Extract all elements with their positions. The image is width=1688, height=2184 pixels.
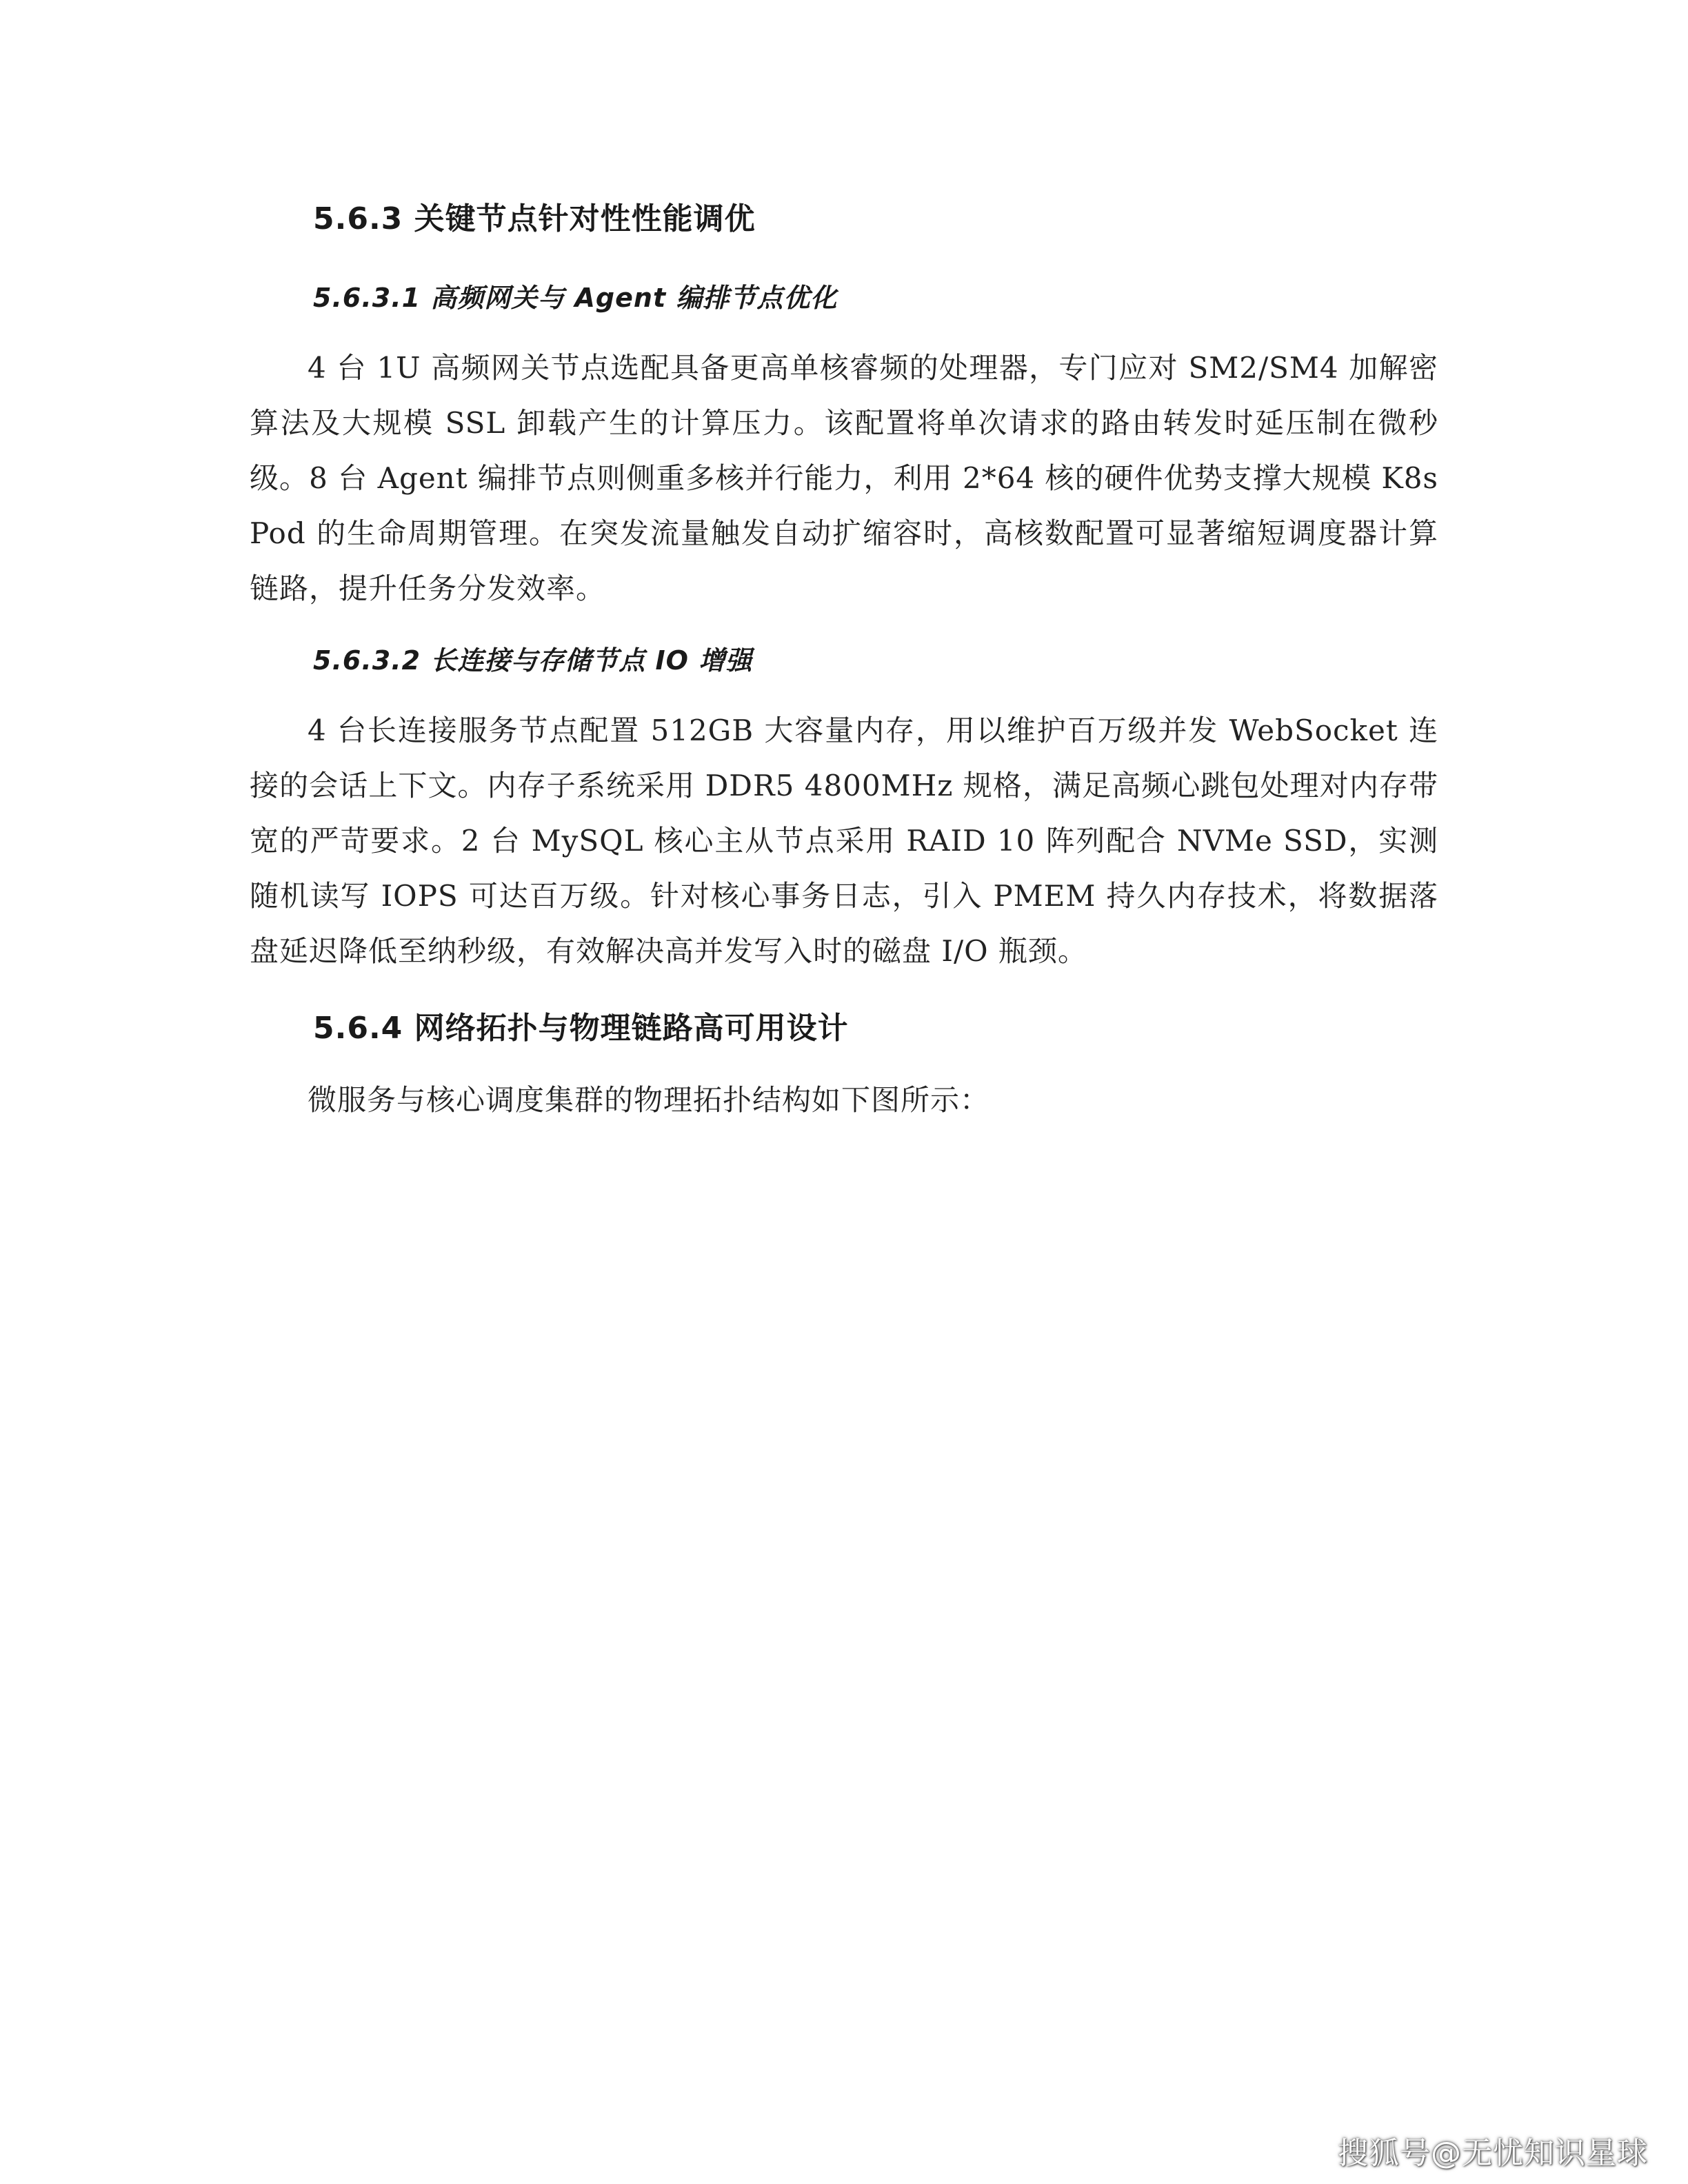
watermark-text: 搜狐号@无忧知识星球 (1338, 2136, 1648, 2171)
section-heading-5-6-4: 5.6.4 网络拓扑与物理链路高可用设计 (313, 1011, 849, 1046)
paragraph-5-6-3-1: 4 台 1U 高频网关节点选配具备更高单核睿频的处理器，专门应对 SM2/SM4 加解密算法及大规模 SSL 卸载产生的计算压力。该配置将单次请求的路由转发时延压制在微秒级。8 台 Agent 编排节点则侧重多核并行能力，利用 2*64 核的硬件优势支撑大规模 K8s Pod 的生命周期管理。在突发流量触发自动扩缩容时，高核数配置可显著缩短调度器计算链路，提升任务分发效率。 (250, 351, 1438, 605)
section-heading-5-6-3: 5.6.3 关键节点针对性性能调优 (313, 201, 756, 236)
section-heading-5-6-3-1: 5.6.3.1 高频网关与 Agent 编排节点优化 (313, 283, 838, 313)
paragraph-5-6-3-2: 4 台长连接服务节点配置 512GB 大容量内存，用以维护百万级并发 WebSocket 连接的会话上下文。内存子系统采用 DDR5 4800MHz 规格，满足高频心跳包处理对内存带宽的严苛要求。2 台 MySQL 核心主从节点采用 RAID 10 阵列配合 NVMe SSD，实测随机读写 IOPS 可达百万级。针对核心事务日志，引入 PMEM 持久内存技术，将数据落盘延迟降低至纳秒级，有效解决高并发写入时的磁盘 I/O 瓶颈。 (250, 714, 1438, 968)
paragraph-5-6-4: 微服务与核心调度集群的物理拓扑结构如下图所示： (308, 1083, 990, 1117)
section-heading-5-6-3-2: 5.6.3.2 长连接与存储节点 IO 增强 (313, 645, 753, 676)
